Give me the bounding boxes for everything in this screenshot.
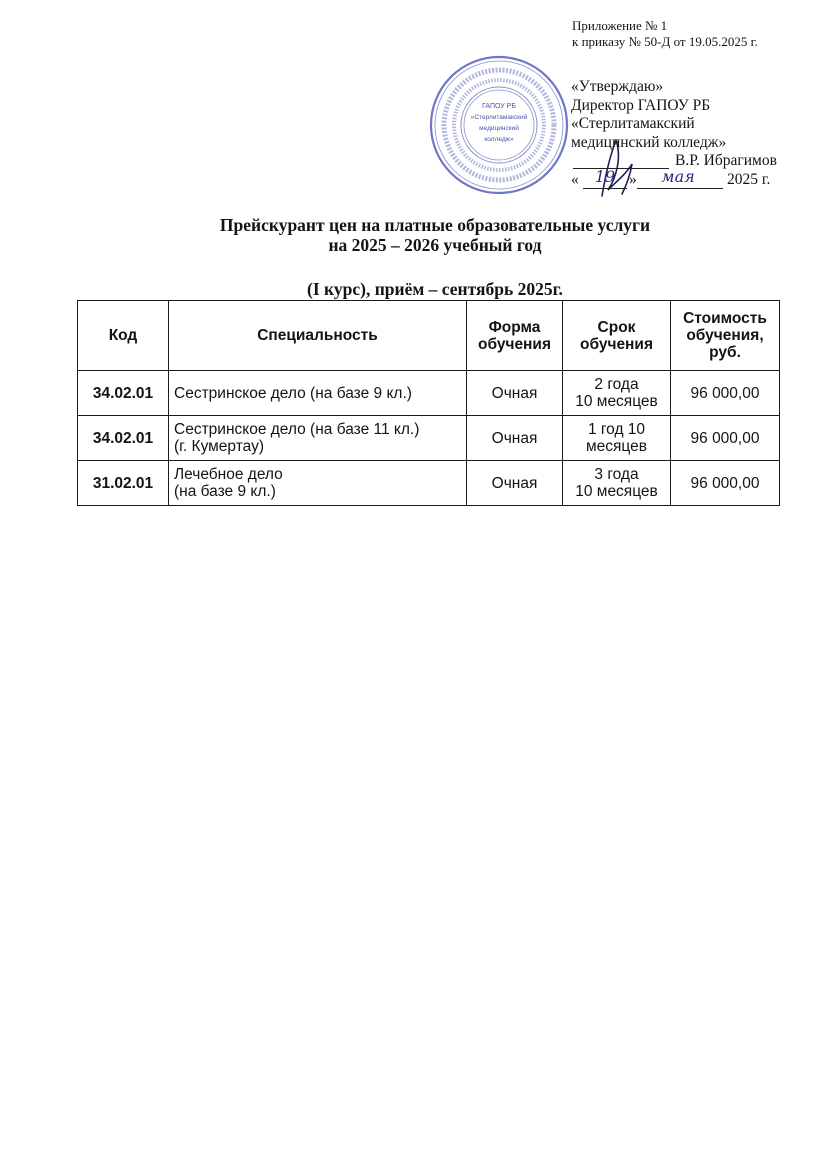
row-form: Очная <box>467 416 563 461</box>
row-term <box>563 461 671 506</box>
row-term-line-1: 3 года <box>594 466 639 483</box>
date-month-underline <box>637 188 723 189</box>
document-title <box>0 215 827 255</box>
row-term <box>563 371 671 416</box>
row-code: 34.02.01 <box>78 371 169 416</box>
document-subtitle: (I курс), приём – сентябрь 2025г. <box>307 279 563 299</box>
row-form: Очная <box>467 461 563 506</box>
date-year: 2025 г. <box>727 170 771 188</box>
row-specialty <box>169 371 467 416</box>
row-specialty-line-2: (на базе 9 кл.) <box>174 483 276 500</box>
approval-block <box>571 78 811 190</box>
header-code: Код <box>78 301 169 371</box>
header-cost <box>671 301 780 371</box>
date-open-quote: « <box>571 170 579 188</box>
annex-line-1: Приложение № 1 <box>572 18 668 33</box>
row-price: 96 000,00 <box>671 461 780 506</box>
approval-org-line-2: медицинский колледж» <box>571 133 727 151</box>
table-row <box>78 416 780 461</box>
seal-stamp <box>429 55 569 195</box>
table-row <box>78 461 780 506</box>
row-term-line-1: 1 год 10 <box>587 421 646 438</box>
table-row <box>78 371 780 416</box>
row-code: 34.02.01 <box>78 416 169 461</box>
header-term-line-2: обучения <box>579 335 653 353</box>
stamp-line-3: медицинский <box>479 125 519 132</box>
annex-line-2: к приказу № 50-Д от 19.05.2025 г. <box>572 34 758 49</box>
approval-heading: «Утверждаю» <box>571 78 664 95</box>
header-form-line-1: Форма <box>488 318 541 336</box>
date-month: мая <box>661 166 695 186</box>
date-day: 19 <box>594 166 616 186</box>
row-specialty <box>169 461 467 506</box>
approval-org-line-1: «Стерлитамакский <box>571 115 695 132</box>
row-form: Очная <box>467 371 563 416</box>
signatory-name: В.Р. Ибрагимов <box>675 152 777 169</box>
header-term <box>563 301 671 371</box>
stamp-line-1: ГАПОУ РБ <box>482 103 516 110</box>
stamp-line-2: «Стерлитамакский <box>470 114 528 121</box>
annex-reference <box>572 18 758 50</box>
row-price: 96 000,00 <box>671 416 780 461</box>
header-cost-line-1: Стоимость <box>683 310 767 327</box>
row-code: 31.02.01 <box>78 461 169 506</box>
approval-position: Директор ГАПОУ РБ <box>571 96 711 114</box>
row-specialty-line-1: Сестринское дело (на базе 11 кл.) <box>174 421 420 438</box>
price-table <box>77 300 780 506</box>
row-price: 96 000,00 <box>671 371 780 416</box>
header-form <box>467 301 563 371</box>
row-term <box>563 416 671 461</box>
row-specialty-line-1: Сестринское дело (на базе 9 кл.) <box>174 384 412 402</box>
table-header-row <box>78 301 780 371</box>
header-specialty: Специальность <box>169 301 467 371</box>
row-specialty-line-1: Лечебное дело <box>174 466 283 483</box>
row-term-line-2: 10 месяцев <box>575 483 658 500</box>
header-cost-line-2: обучения, <box>686 327 764 344</box>
title-line-2: на 2025 – 2026 учебный год <box>328 235 542 255</box>
row-term-line-1: 2 года <box>594 376 639 393</box>
row-specialty-line-2: (г. Кумертау) <box>174 438 264 455</box>
date-close-quote: » <box>629 170 637 188</box>
header-cost-line-3: руб. <box>709 344 741 361</box>
title-line-1: Прейскурант цен на платные образовательные услуги <box>219 215 651 235</box>
approval-date-line <box>571 166 811 190</box>
row-specialty <box>169 416 467 461</box>
header-term-line-1: Срок <box>597 318 636 336</box>
stamp-line-4: колледж» <box>484 136 514 143</box>
header-form-line-2: обучения <box>477 335 551 353</box>
row-term-line-2: месяцев <box>586 438 647 455</box>
date-day-underline <box>583 188 627 189</box>
row-term-line-2: 10 месяцев <box>575 393 658 410</box>
